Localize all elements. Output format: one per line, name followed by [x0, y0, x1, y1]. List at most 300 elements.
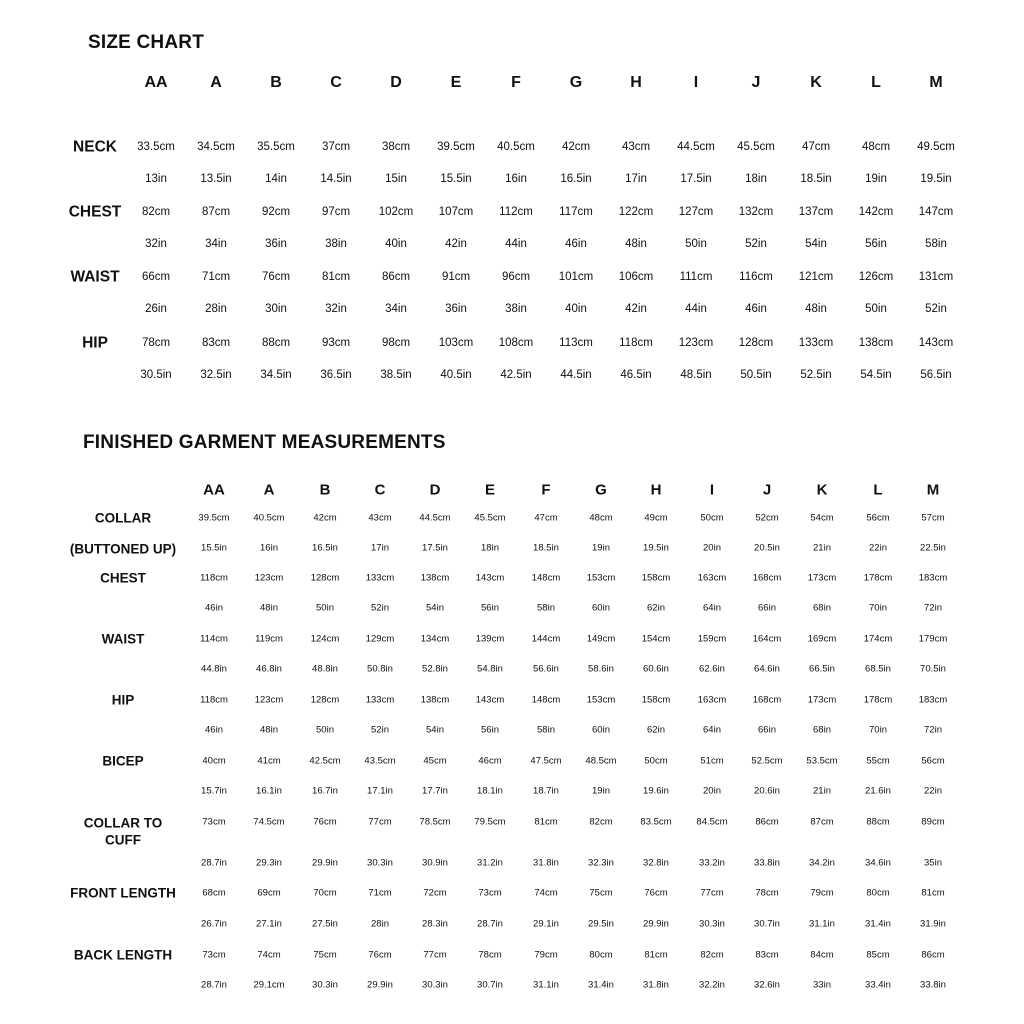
- cell-neck-in: 14in: [265, 173, 287, 185]
- cell-chest-cm: 122cm: [618, 206, 654, 218]
- cell-front-length-in: 30.3in: [699, 918, 725, 930]
- cell-hip-cm: 118cm: [200, 694, 228, 706]
- cell-collar-to-cm: 84.5cm: [696, 816, 728, 828]
- cell-back-length-in: 32.2in: [699, 979, 725, 991]
- cell-waist-cm: 91cm: [441, 271, 471, 283]
- cell-front-length-cm: 81cm: [921, 887, 945, 899]
- cell-collar-to-cm: 74.5cm: [253, 816, 285, 828]
- size-header-a: A: [263, 481, 275, 499]
- cell-back-length-cm: 73cm: [202, 949, 226, 961]
- cell-chest-in: 36in: [265, 238, 287, 250]
- cell-waist-cm: 116cm: [739, 271, 773, 283]
- cell-collar-to-in: 35in: [924, 857, 942, 869]
- cell-back-length-cm: 86cm: [921, 949, 945, 961]
- cell-collar-to-in: 32.8in: [643, 857, 669, 869]
- cell-waist-in: 50in: [865, 303, 887, 315]
- cell-neck-cm: 40.5cm: [497, 141, 535, 153]
- cell-front-length-cm: 71cm: [368, 887, 392, 899]
- cell-waist-in: 38in: [505, 303, 527, 315]
- size-header-h: H: [630, 74, 642, 91]
- cell-waist-cm: 129cm: [365, 633, 395, 645]
- size-header-l: L: [873, 481, 883, 499]
- cell-front-length-in: 27.5in: [312, 918, 338, 930]
- size-header-aa: AA: [203, 481, 225, 499]
- cell-neck-in: 14.5in: [320, 173, 352, 185]
- cell-hip-cm: 113cm: [559, 337, 593, 349]
- cell-neck-in: 18.5in: [800, 173, 832, 185]
- cell-chest-cm: 102cm: [378, 206, 414, 218]
- cell-back-length-in: 33in: [813, 979, 831, 991]
- cell-collar-to-cm: 88cm: [866, 816, 890, 828]
- cell-collar-to-cm: 87cm: [810, 816, 834, 828]
- cell-hip-cm: 143cm: [918, 337, 954, 349]
- cell-back-length-cm: 78cm: [478, 949, 502, 961]
- size-header-e: E: [484, 481, 496, 499]
- cell-back-length-in: 31.8in: [643, 979, 669, 991]
- cell-waist-in: 34in: [385, 303, 407, 315]
- cell-chest-cm: 137cm: [798, 206, 834, 218]
- cell-back-length-cm: 83cm: [755, 949, 779, 961]
- cell-waist-cm: 134cm: [420, 633, 450, 645]
- cell-hip-in: 54.5in: [860, 369, 892, 381]
- cell-hip-in: 34.5in: [260, 369, 292, 381]
- cell-bicep-in: 15.7in: [201, 785, 227, 797]
- cell-neck-cm: 44.5cm: [677, 141, 715, 153]
- cell-front-length-in: 31.1in: [809, 918, 835, 930]
- cell-waist-cm: 76cm: [261, 271, 291, 283]
- cell-front-length-in: 29.5in: [588, 918, 614, 930]
- cell-collar-to-in: 33.2in: [699, 857, 725, 869]
- cell-neck-cm: 43cm: [621, 141, 651, 153]
- cell-chest-in: 50in: [316, 602, 334, 614]
- size-header-i: I: [709, 481, 715, 499]
- cell-chest-cm: 138cm: [420, 572, 450, 584]
- row-label-neck: NECK: [73, 138, 117, 156]
- cell-back-length-in: 33.8in: [920, 979, 946, 991]
- cell-chest-cm: 123cm: [254, 572, 284, 584]
- cell-waist-in: 26in: [145, 303, 167, 315]
- cell-waist-cm: 121cm: [798, 271, 834, 283]
- cell-chest-in: 66in: [758, 602, 776, 614]
- cell-chest-cm: 147cm: [918, 206, 954, 218]
- cell-bicep-cm: 53.5cm: [806, 755, 838, 767]
- cell-bicep-cm: 46cm: [478, 755, 502, 767]
- cell-collar-cm: 47cm: [534, 512, 558, 524]
- cell-front-length-in: 30.7in: [754, 918, 780, 930]
- cell-collar-to-cm: 86cm: [755, 816, 779, 828]
- cell-neck-in: 15.5in: [440, 173, 472, 185]
- cell-neck-cm: 38cm: [381, 141, 411, 153]
- size-header-l: L: [871, 74, 881, 91]
- size-header-k: K: [810, 74, 822, 91]
- cell-collar-to-cm: 89cm: [921, 816, 945, 828]
- cell-back-length-cm: 79cm: [534, 949, 558, 961]
- cell-bicep-cm: 48.5cm: [585, 755, 617, 767]
- cell-front-length-cm: 80cm: [866, 887, 890, 899]
- size-header-k: K: [816, 481, 828, 499]
- size-header-f: F: [511, 74, 521, 91]
- cell-chest-in: 58in: [925, 238, 947, 250]
- cell-neck-cm: 39.5cm: [437, 141, 475, 153]
- cell-front-length-in: 31.9in: [920, 918, 946, 930]
- cell-collar-in: 18.5in: [533, 542, 559, 554]
- cell-chest-cm: 92cm: [261, 206, 291, 218]
- row-label-front-length: FRONT LENGTH: [70, 885, 176, 901]
- cell-chest-cm: 178cm: [863, 572, 893, 584]
- cell-hip-in: 64in: [703, 724, 721, 736]
- cell-neck-cm: 48cm: [861, 141, 891, 153]
- cell-waist-cm: 119cm: [255, 633, 283, 645]
- size-header-d: D: [429, 481, 441, 499]
- cell-hip-in: 50in: [316, 724, 334, 736]
- size-header-g: G: [595, 481, 607, 499]
- cell-waist-in: 56.6in: [533, 663, 559, 675]
- cell-bicep-cm: 43.5cm: [364, 755, 396, 767]
- cell-chest-cm: 158cm: [641, 572, 671, 584]
- cell-front-length-cm: 72cm: [423, 887, 447, 899]
- cell-waist-in: 32in: [325, 303, 347, 315]
- cell-bicep-in: 17.1in: [367, 785, 393, 797]
- cell-bicep-cm: 52.5cm: [751, 755, 783, 767]
- cell-bicep-in: 20.6in: [754, 785, 780, 797]
- cell-hip-in: 32.5in: [200, 369, 232, 381]
- size-header-h: H: [650, 481, 662, 499]
- row-label-hip: HIP: [82, 334, 108, 352]
- cell-neck-cm: 45.5cm: [737, 141, 775, 153]
- size-header-f: F: [541, 481, 551, 499]
- cell-front-length-in: 29.9in: [643, 918, 669, 930]
- cell-neck-in: 19.5in: [920, 173, 952, 185]
- cell-chest-in: 52in: [371, 602, 389, 614]
- cell-chest-in: 54in: [805, 238, 827, 250]
- cell-waist-cm: 131cm: [918, 271, 954, 283]
- cell-collar-to-in: 29.9in: [312, 857, 338, 869]
- cell-back-length-in: 28.7in: [201, 979, 227, 991]
- cell-collar-cm: 48cm: [589, 512, 613, 524]
- finished-measurements-title: FINISHED GARMENT MEASUREMENTS: [83, 432, 446, 453]
- cell-neck-in: 19in: [865, 173, 887, 185]
- cell-neck-cm: 35.5cm: [257, 141, 295, 153]
- cell-hip-cm: 133cm: [365, 694, 395, 706]
- cell-chest-in: 58in: [537, 602, 555, 614]
- cell-back-length-in: 29.9in: [367, 979, 393, 991]
- cell-chest-in: 34in: [205, 238, 227, 250]
- cell-back-length-cm: 85cm: [866, 949, 890, 961]
- cell-chest-in: 54in: [426, 602, 444, 614]
- cell-waist-in: 64.6in: [754, 663, 780, 675]
- cell-waist-cm: 124cm: [310, 633, 340, 645]
- size-header-e: E: [450, 74, 462, 91]
- cell-waist-in: 40in: [565, 303, 587, 315]
- cell-waist-in: 30in: [265, 303, 287, 315]
- cell-collar-to-in: 30.3in: [367, 857, 393, 869]
- cell-hip-in: 52in: [371, 724, 389, 736]
- cell-waist-in: 62.6in: [699, 663, 725, 675]
- cell-back-length-cm: 75cm: [313, 949, 337, 961]
- cell-hip-cm: 168cm: [752, 694, 782, 706]
- row-label-collar-to-line2: CUFF: [105, 832, 141, 848]
- cell-collar-in: 16in: [260, 542, 278, 554]
- size-header-c: C: [330, 74, 342, 91]
- cell-hip-cm: 158cm: [641, 694, 671, 706]
- cell-chest-in: 42in: [445, 238, 467, 250]
- cell-chest-cm: 97cm: [321, 206, 351, 218]
- cell-front-length-cm: 73cm: [478, 887, 502, 899]
- cell-hip-in: 40.5in: [440, 369, 472, 381]
- cell-collar-in: 16.5in: [312, 542, 338, 554]
- row-label-bicep: BICEP: [102, 753, 144, 769]
- cell-bicep-cm: 47.5cm: [530, 755, 562, 767]
- cell-hip-in: 42.5in: [500, 369, 532, 381]
- cell-bicep-in: 16.1in: [256, 785, 282, 797]
- cell-waist-cm: 106cm: [618, 271, 654, 283]
- cell-chest-cm: 142cm: [858, 206, 894, 218]
- cell-waist-cm: 169cm: [807, 633, 837, 645]
- cell-back-length-cm: 80cm: [589, 949, 613, 961]
- cell-hip-in: 72in: [924, 724, 942, 736]
- cell-waist-cm: 174cm: [863, 633, 893, 645]
- row-label-collar-to: COLLAR TO: [83, 815, 163, 831]
- cell-bicep-cm: 56cm: [921, 755, 945, 767]
- cell-neck-in: 18in: [745, 173, 767, 185]
- size-header-aa: AA: [144, 74, 168, 91]
- cell-waist-cm: 114cm: [200, 633, 228, 645]
- cell-bicep-in: 17.7in: [422, 785, 448, 797]
- cell-collar-to-in: 28.7in: [201, 857, 227, 869]
- cell-chest-in: 32in: [145, 238, 167, 250]
- cell-waist-in: 44.8in: [201, 663, 227, 675]
- cell-hip-cm: 178cm: [863, 694, 893, 706]
- cell-hip-in: 46.5in: [620, 369, 652, 381]
- cell-waist-cm: 71cm: [201, 271, 231, 283]
- size-header-c: C: [374, 481, 386, 499]
- size-chart-title: SIZE CHART: [88, 32, 204, 53]
- cell-collar-cm: 57cm: [921, 512, 945, 524]
- cell-front-length-cm: 77cm: [700, 887, 724, 899]
- cell-waist-in: 66.5in: [809, 663, 835, 675]
- cell-chest-cm: 143cm: [475, 572, 505, 584]
- cell-bicep-in: 18.7in: [533, 785, 559, 797]
- size-header-b: B: [270, 74, 282, 91]
- cell-chest-in: 40in: [385, 238, 407, 250]
- cell-chest-in: 56in: [481, 602, 499, 614]
- cell-waist-in: 50.8in: [367, 663, 393, 675]
- row-label-chest: CHEST: [100, 570, 146, 586]
- cell-hip-cm: 78cm: [141, 337, 171, 349]
- cell-collar-cm: 50cm: [700, 512, 724, 524]
- cell-collar-cm: 43cm: [368, 512, 392, 524]
- cell-collar-cm: 56cm: [866, 512, 890, 524]
- row-label-collar: COLLAR: [94, 510, 152, 526]
- cell-chest-in: 62in: [647, 602, 665, 614]
- cell-hip-cm: 108cm: [498, 337, 534, 349]
- cell-hip-in: 54in: [426, 724, 444, 736]
- cell-hip-in: 38.5in: [380, 369, 412, 381]
- size-header-j: J: [751, 74, 761, 91]
- cell-chest-cm: 87cm: [201, 206, 231, 218]
- cell-back-length-cm: 82cm: [700, 949, 724, 961]
- cell-chest-in: 46in: [565, 238, 587, 250]
- cell-waist-cm: 66cm: [141, 271, 171, 283]
- cell-hip-in: 62in: [647, 724, 665, 736]
- cell-collar-to-in: 29.3in: [256, 857, 282, 869]
- cell-front-length-cm: 79cm: [810, 887, 834, 899]
- cell-waist-in: 68.5in: [865, 663, 891, 675]
- cell-collar-cm: 44.5cm: [419, 512, 451, 524]
- cell-collar-cm: 39.5cm: [198, 512, 230, 524]
- cell-bicep-in: 19.6in: [643, 785, 669, 797]
- cell-front-length-cm: 68cm: [202, 887, 226, 899]
- cell-waist-cm: 96cm: [501, 271, 531, 283]
- cell-neck-in: 13.5in: [200, 173, 232, 185]
- cell-hip-cm: 128cm: [310, 694, 340, 706]
- cell-chest-in: 72in: [924, 602, 942, 614]
- row-label-collar-sub: (BUTTONED UP): [69, 541, 177, 557]
- cell-waist-in: 48.8in: [312, 663, 338, 675]
- cell-collar-in: 21in: [813, 542, 831, 554]
- cell-back-length-in: 30.3in: [312, 979, 338, 991]
- cell-waist-cm: 159cm: [697, 633, 727, 645]
- cell-chest-in: 60in: [592, 602, 610, 614]
- cell-front-length-cm: 76cm: [644, 887, 668, 899]
- cell-back-length-in: 32.6in: [754, 979, 780, 991]
- cell-chest-cm: 133cm: [365, 572, 395, 584]
- cell-hip-in: 44.5in: [560, 369, 592, 381]
- cell-waist-in: 28in: [205, 303, 227, 315]
- cell-chest-in: 48in: [260, 602, 278, 614]
- cell-collar-to-in: 34.6in: [865, 857, 891, 869]
- cell-hip-cm: 183cm: [918, 694, 948, 706]
- cell-chest-cm: 168cm: [752, 572, 782, 584]
- cell-collar-to-in: 33.8in: [754, 857, 780, 869]
- cell-waist-cm: 101cm: [558, 271, 594, 283]
- cell-neck-in: 17.5in: [680, 173, 712, 185]
- cell-neck-cm: 42cm: [561, 141, 591, 153]
- cell-front-length-in: 31.4in: [865, 918, 891, 930]
- cell-neck-in: 17in: [625, 173, 647, 185]
- cell-chest-in: 46in: [205, 602, 223, 614]
- cell-collar-to-cm: 76cm: [313, 816, 337, 828]
- cell-waist-in: 46.8in: [256, 663, 282, 675]
- cell-waist-cm: 111cm: [679, 271, 713, 283]
- cell-bicep-cm: 55cm: [866, 755, 890, 767]
- cell-waist-cm: 149cm: [586, 633, 616, 645]
- cell-waist-cm: 164cm: [752, 633, 782, 645]
- cell-collar-to-in: 31.2in: [477, 857, 503, 869]
- cell-collar-to-cm: 77cm: [368, 816, 392, 828]
- cell-collar-cm: 54cm: [810, 512, 834, 524]
- cell-waist-in: 52in: [925, 303, 947, 315]
- cell-chest-cm: 163cm: [697, 572, 727, 584]
- cell-hip-in: 30.5in: [140, 369, 172, 381]
- cell-hip-cm: 98cm: [381, 337, 411, 349]
- size-header-d: D: [390, 74, 402, 91]
- cell-chest-in: 44in: [505, 238, 527, 250]
- cell-collar-cm: 52cm: [755, 512, 779, 524]
- cell-chest-in: 50in: [685, 238, 707, 250]
- cell-collar-in: 19.5in: [643, 542, 669, 554]
- cell-neck-in: 16in: [505, 173, 527, 185]
- cell-neck-in: 16.5in: [560, 173, 592, 185]
- cell-back-length-cm: 77cm: [423, 949, 447, 961]
- cell-waist-in: 46in: [745, 303, 767, 315]
- cell-chest-in: 70in: [869, 602, 887, 614]
- cell-hip-cm: 148cm: [531, 694, 561, 706]
- cell-front-length-in: 26.7in: [201, 918, 227, 930]
- cell-waist-cm: 139cm: [475, 633, 505, 645]
- row-label-chest: CHEST: [68, 203, 122, 221]
- cell-chest-cm: 128cm: [310, 572, 340, 584]
- cell-hip-cm: 128cm: [738, 337, 774, 349]
- cell-bicep-cm: 41cm: [257, 755, 281, 767]
- cell-hip-cm: 118cm: [619, 337, 653, 349]
- row-label-back-length: BACK LENGTH: [73, 947, 173, 963]
- cell-waist-in: 70.5in: [920, 663, 946, 675]
- cell-chest-in: 64in: [703, 602, 721, 614]
- cell-collar-in: 17in: [371, 542, 389, 554]
- cell-collar-to-in: 30.9in: [422, 857, 448, 869]
- cell-chest-in: 48in: [625, 238, 647, 250]
- cell-hip-in: 46in: [205, 724, 223, 736]
- cell-hip-in: 70in: [869, 724, 887, 736]
- cell-neck-cm: 34.5cm: [197, 141, 235, 153]
- cell-back-length-cm: 84cm: [810, 949, 834, 961]
- size-header-j: J: [762, 481, 772, 499]
- cell-collar-cm: 45.5cm: [474, 512, 506, 524]
- cell-collar-to-cm: 79.5cm: [474, 816, 506, 828]
- cell-back-length-in: 33.4in: [865, 979, 891, 991]
- size-header-b: B: [319, 481, 331, 499]
- cell-hip-cm: 138cm: [420, 694, 450, 706]
- cell-bicep-in: 21in: [813, 785, 831, 797]
- cell-front-length-in: 28in: [371, 918, 389, 930]
- cell-collar-to-cm: 78.5cm: [419, 816, 451, 828]
- cell-collar-in: 20.5in: [754, 542, 780, 554]
- cell-waist-cm: 154cm: [641, 633, 671, 645]
- cell-back-length-in: 31.4in: [588, 979, 614, 991]
- cell-collar-to-in: 31.8in: [533, 857, 559, 869]
- cell-chest-cm: 173cm: [807, 572, 837, 584]
- cell-collar-in: 22in: [869, 542, 887, 554]
- cell-waist-cm: 81cm: [321, 271, 351, 283]
- cell-back-length-in: 31.1in: [533, 979, 559, 991]
- cell-hip-in: 48in: [260, 724, 278, 736]
- cell-collar-in: 20in: [703, 542, 721, 554]
- cell-collar-to-in: 32.3in: [588, 857, 614, 869]
- cell-bicep-in: 20in: [703, 785, 721, 797]
- cell-back-length-cm: 81cm: [644, 949, 668, 961]
- cell-hip-cm: 173cm: [807, 694, 837, 706]
- cell-hip-in: 60in: [592, 724, 610, 736]
- cell-hip-cm: 143cm: [475, 694, 505, 706]
- cell-hip-in: 52.5in: [800, 369, 832, 381]
- size-header-m: M: [926, 481, 940, 499]
- size-header-m: M: [929, 74, 943, 91]
- cell-collar-to-cm: 83.5cm: [640, 816, 672, 828]
- cell-chest-cm: 107cm: [438, 206, 474, 218]
- cell-chest-in: 68in: [813, 602, 831, 614]
- cell-back-length-cm: 74cm: [257, 949, 281, 961]
- cell-collar-cm: 49cm: [644, 512, 668, 524]
- cell-bicep-cm: 50cm: [644, 755, 668, 767]
- cell-waist-cm: 86cm: [381, 271, 411, 283]
- cell-chest-cm: 117cm: [559, 206, 593, 218]
- cell-waist-in: 54.8in: [477, 663, 503, 675]
- cell-collar-to-in: 34.2in: [809, 857, 835, 869]
- cell-hip-in: 56in: [481, 724, 499, 736]
- cell-hip-cm: 163cm: [697, 694, 727, 706]
- cell-bicep-cm: 51cm: [700, 755, 724, 767]
